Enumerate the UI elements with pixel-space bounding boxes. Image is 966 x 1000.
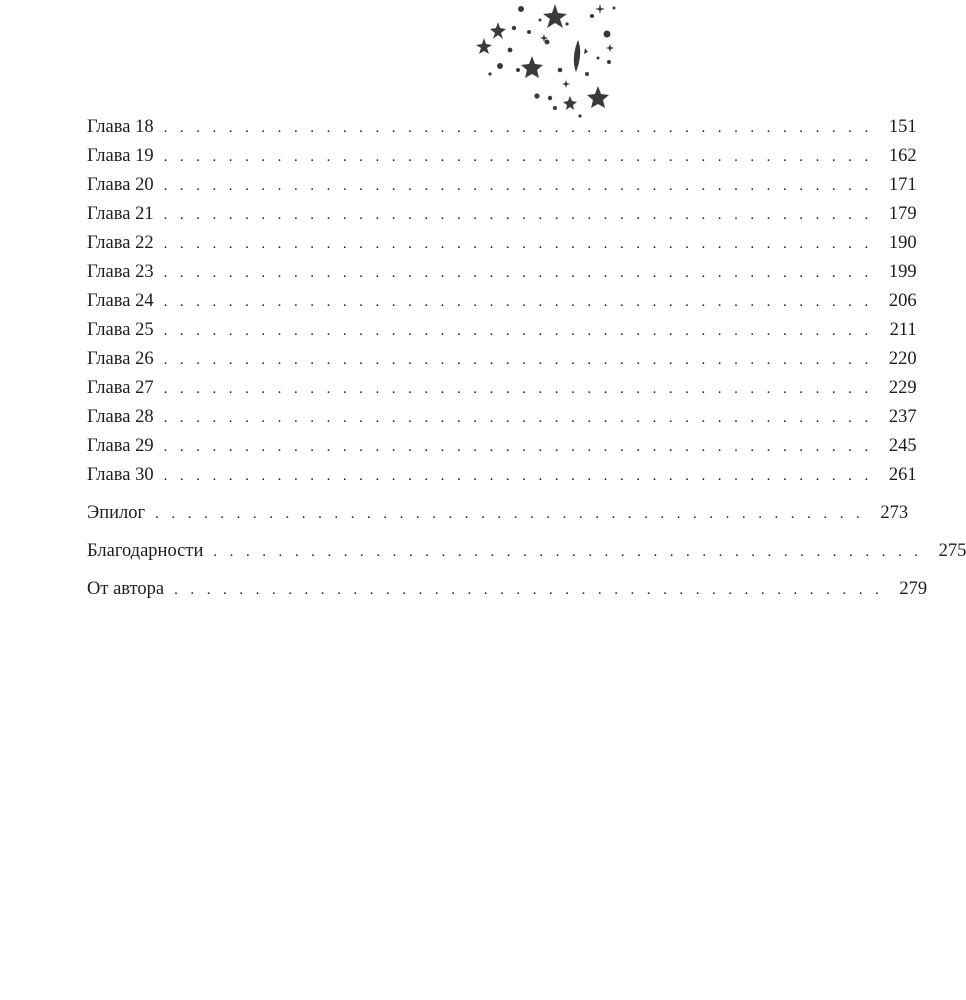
toc-entry-label: Глава 20 (87, 175, 154, 195)
toc-entry-page-number: 275 (938, 541, 966, 561)
toc-entry-chapter-26[interactable] (87, 345, 917, 374)
toc-entry-page-number: 229 (888, 378, 917, 398)
toc-entry-chapter-30[interactable] (87, 461, 917, 490)
toc-entry-page-number: 220 (888, 349, 917, 369)
toc-leader-dots: . . . . . . . . . . . . . . . . . . . . . . . . . . . . . . . . . . . . . . . . . . . . (163, 149, 873, 165)
toc-entry-chapter-29[interactable] (87, 432, 917, 461)
toc-leader-dots: . . . . . . . . . . . . . . . . . . . . . . . . . . . . . . . . . . . . . . . . . . . . (163, 178, 873, 194)
toc-entry-label: Глава 27 (87, 378, 154, 398)
toc-entry-acknowledgements[interactable] (87, 537, 966, 566)
toc-entry-page-number: 190 (888, 233, 917, 253)
toc-entry-label: Глава 19 (87, 146, 154, 166)
toc-leader-dots: . . . . . . . . . . . . . . . . . . . . . . . . . . . . . . . . . . . . . . . . . . . . (163, 468, 873, 484)
toc-entry-chapter-25[interactable] (87, 316, 917, 345)
toc-entry-chapter-22[interactable] (87, 229, 917, 258)
toc-entry-chapter-18[interactable] (87, 113, 917, 142)
toc-leader-dots: . . . . . . . . . . . . . . . . . . . . . . . . . . . . . . . . . . . . . . . . . . . . (163, 207, 873, 223)
toc-leader-dots: . . . . . . . . . . . . . . . . . . . . . . . . . . . . . . . . . . . . . . . . . . . . (163, 236, 873, 252)
stars-decoration-icon (470, 0, 619, 125)
toc-entry-chapter-24[interactable] (87, 287, 917, 316)
toc-entry-page-number: 279 (899, 579, 928, 599)
toc-entry-label: Глава 21 (87, 204, 154, 224)
toc-entry-label: Глава 26 (87, 349, 154, 369)
toc-entry-label: Глава 25 (87, 320, 154, 340)
toc-entry-label: Глава 28 (87, 407, 154, 427)
toc-leader-dots: . . . . . . . . . . . . . . . . . . . . . . . . . . . . . . . . . . . . . . . . . . . . (155, 506, 865, 522)
toc-entry-label: Глава 23 (87, 262, 154, 282)
toc-entry-label: Глава 18 (87, 117, 154, 137)
toc-leader-dots: . . . . . . . . . . . . . . . . . . . . . . . . . . . . . . . . . . . . . . . . . . . . (163, 439, 873, 455)
toc-entry-chapter-28[interactable] (87, 403, 917, 432)
toc-leader-dots: . . . . . . . . . . . . . . . . . . . . . . . . . . . . . . . . . . . . . . . . . . . . (163, 323, 873, 339)
toc-entry-page-number: 245 (888, 436, 917, 456)
toc-entry-label: Глава 24 (87, 291, 154, 311)
toc-entry-page-number: 273 (880, 503, 909, 523)
toc-entry-page-number: 261 (888, 465, 917, 485)
toc-leader-dots: . . . . . . . . . . . . . . . . . . . . . . . . . . . . . . . . . . . . . . . . . . . . (163, 381, 873, 397)
toc-entry-page-number: 179 (888, 204, 917, 224)
toc-entry-chapter-23[interactable] (87, 258, 917, 287)
toc-leader-dots: . . . . . . . . . . . . . . . . . . . . . . . . . . . . . . . . . . . . . . . . . . . . (213, 544, 923, 560)
toc-entry-label: Глава 22 (87, 233, 154, 253)
toc-leader-dots: . . . . . . . . . . . . . . . . . . . . . . . . . . . . . . . . . . . . . . . . . . . . (163, 352, 873, 368)
toc-leader-dots: . . . . . . . . . . . . . . . . . . . . . . . . . . . . . . . . . . . . . . . . . . . . (174, 582, 884, 598)
toc-entry-page-number: 171 (888, 175, 917, 195)
toc-leader-dots: . . . . . . . . . . . . . . . . . . . . . . . . . . . . . . . . . . . . . . . . . . . . (163, 410, 873, 426)
toc-entry-label: От автора (87, 579, 165, 599)
toc-leader-dots: . . . . . . . . . . . . . . . . . . . . . . . . . . . . . . . . . . . . . . . . . . . . (163, 265, 873, 281)
toc-entry-chapter-21[interactable] (87, 200, 917, 229)
toc-leader-dots: . . . . . . . . . . . . . . . . . . . . . . . . . . . . . . . . . . . . . . . . . . . . (163, 294, 873, 310)
toc-entry-page-number: 206 (888, 291, 917, 311)
toc-entry-page-number: 237 (888, 407, 917, 427)
toc-entry-label: Эпилог (87, 503, 146, 523)
toc-entry-chapter-27[interactable] (87, 374, 917, 403)
toc-entry-label: Глава 30 (87, 465, 154, 485)
toc-entry-label: Глава 29 (87, 436, 154, 456)
toc-entry-page-number: 151 (888, 117, 917, 137)
toc-entry-epilogue[interactable] (87, 499, 909, 528)
toc-entry-chapter-19[interactable] (87, 142, 917, 171)
toc-entry-label: Благодарности (87, 541, 204, 561)
toc-entry-page-number: 162 (888, 146, 917, 166)
toc-entry-page-number: 211 (889, 320, 917, 340)
table-of-contents (87, 113, 966, 604)
toc-entry-from-author[interactable] (87, 575, 928, 604)
toc-entry-chapter-20[interactable] (87, 171, 917, 200)
toc-leader-dots: . . . . . . . . . . . . . . . . . . . . . . . . . . . . . . . . . . . . . . . . . . . . (163, 120, 873, 136)
toc-entry-page-number: 199 (888, 262, 917, 282)
